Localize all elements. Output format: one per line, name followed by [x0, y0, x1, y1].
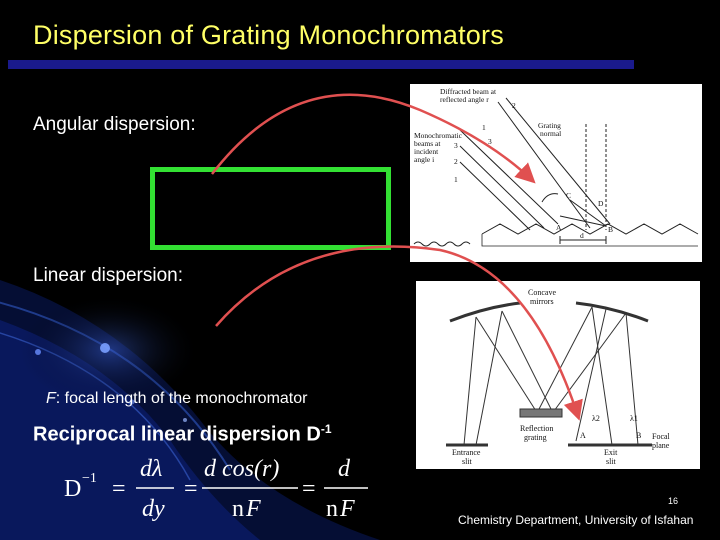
formula-eq-2: = [184, 476, 198, 502]
formula-f1-num: dλ [140, 456, 163, 482]
entrance-label-1: Entrance [452, 448, 481, 457]
formula-f3-den-n: n [326, 496, 338, 522]
point-a: A [556, 223, 562, 232]
linear-dispersion-label: Linear dispersion: [33, 265, 183, 286]
beam-number-1: 1 [482, 123, 486, 132]
reciprocal-label-exponent: -1 [320, 422, 332, 436]
angular-dispersion-label: Angular dispersion: [33, 114, 196, 135]
reciprocal-dispersion-formula [62, 452, 382, 524]
page-number: 16 [668, 496, 679, 506]
reflection-label-1: Reflection [520, 424, 554, 433]
grating-normal-label-2: normal [540, 129, 562, 138]
monochromator-diagram-svg [416, 281, 700, 469]
formula-f2-den-f: F [246, 496, 261, 522]
focal-label-2: plane [652, 441, 670, 450]
formula-f1-den: dy [142, 496, 165, 522]
grating-diagram-svg [410, 84, 702, 262]
mono-label-1: Monochromatic [414, 131, 462, 140]
formula-placeholder-box [150, 167, 391, 250]
exit-label-1: Exit [604, 448, 618, 457]
exit-label-2: slit [606, 457, 616, 466]
beam-number-2: 2 [512, 101, 516, 110]
beam-number-2b: 2 [454, 157, 458, 166]
beam-number-1b: 1 [454, 175, 458, 184]
point-b-mono: B [636, 431, 642, 440]
slide-title: Dispersion of Grating Monochromators [33, 20, 504, 50]
point-d: D [598, 199, 604, 208]
reflection-label-2: grating [524, 433, 547, 442]
diffracted-label-1: Diffracted beam at [440, 87, 497, 96]
mono-label-4: angle i [414, 155, 435, 164]
concave-label-2: mirrors [530, 297, 554, 306]
point-c: C [566, 191, 572, 200]
reciprocal-dispersion-label [33, 422, 332, 447]
spacing-d: d [580, 231, 584, 240]
grating-diagram [410, 84, 702, 262]
formula-f2-num: d cos(r) [204, 456, 280, 482]
beam-number-3b: 3 [454, 141, 458, 150]
formula-lhs: D [64, 476, 82, 502]
mono-label-3: incident [414, 147, 439, 156]
formula-f2-den-n: n [232, 496, 244, 522]
formula-eq-1: = [112, 476, 126, 502]
lambda2-label: λ2 [592, 414, 600, 423]
reciprocal-label-text: Reciprocal linear dispersion D [33, 423, 321, 446]
formula-eq-3: = [302, 476, 316, 502]
concave-label-1: Concave [528, 288, 556, 297]
formula-f3-num: d [338, 456, 350, 482]
formula-lhs-exp: −1 [82, 471, 97, 486]
footer-text: Chemistry Department, University of Isfahan [458, 513, 694, 527]
focal-label-1: Focal [652, 432, 670, 441]
beam-number-3: 3 [488, 137, 492, 146]
diffracted-label-2: reflected angle r [440, 95, 489, 104]
lambda1-label: λ1 [630, 414, 638, 423]
formula-f3-den-f: F [340, 496, 355, 522]
entrance-label-2: slit [462, 457, 472, 466]
mono-label-2: beams at [414, 139, 441, 148]
point-a-mono: A [580, 431, 586, 440]
grating-normal-label-1: Grating [538, 121, 561, 130]
focal-length-note [46, 390, 307, 408]
focal-length-symbol: F [46, 390, 56, 407]
monochromator-diagram [416, 281, 700, 469]
focal-length-text: : focal length of the monochromator [55, 390, 308, 407]
title-underline-bar [8, 60, 634, 69]
point-b: B [608, 225, 614, 234]
